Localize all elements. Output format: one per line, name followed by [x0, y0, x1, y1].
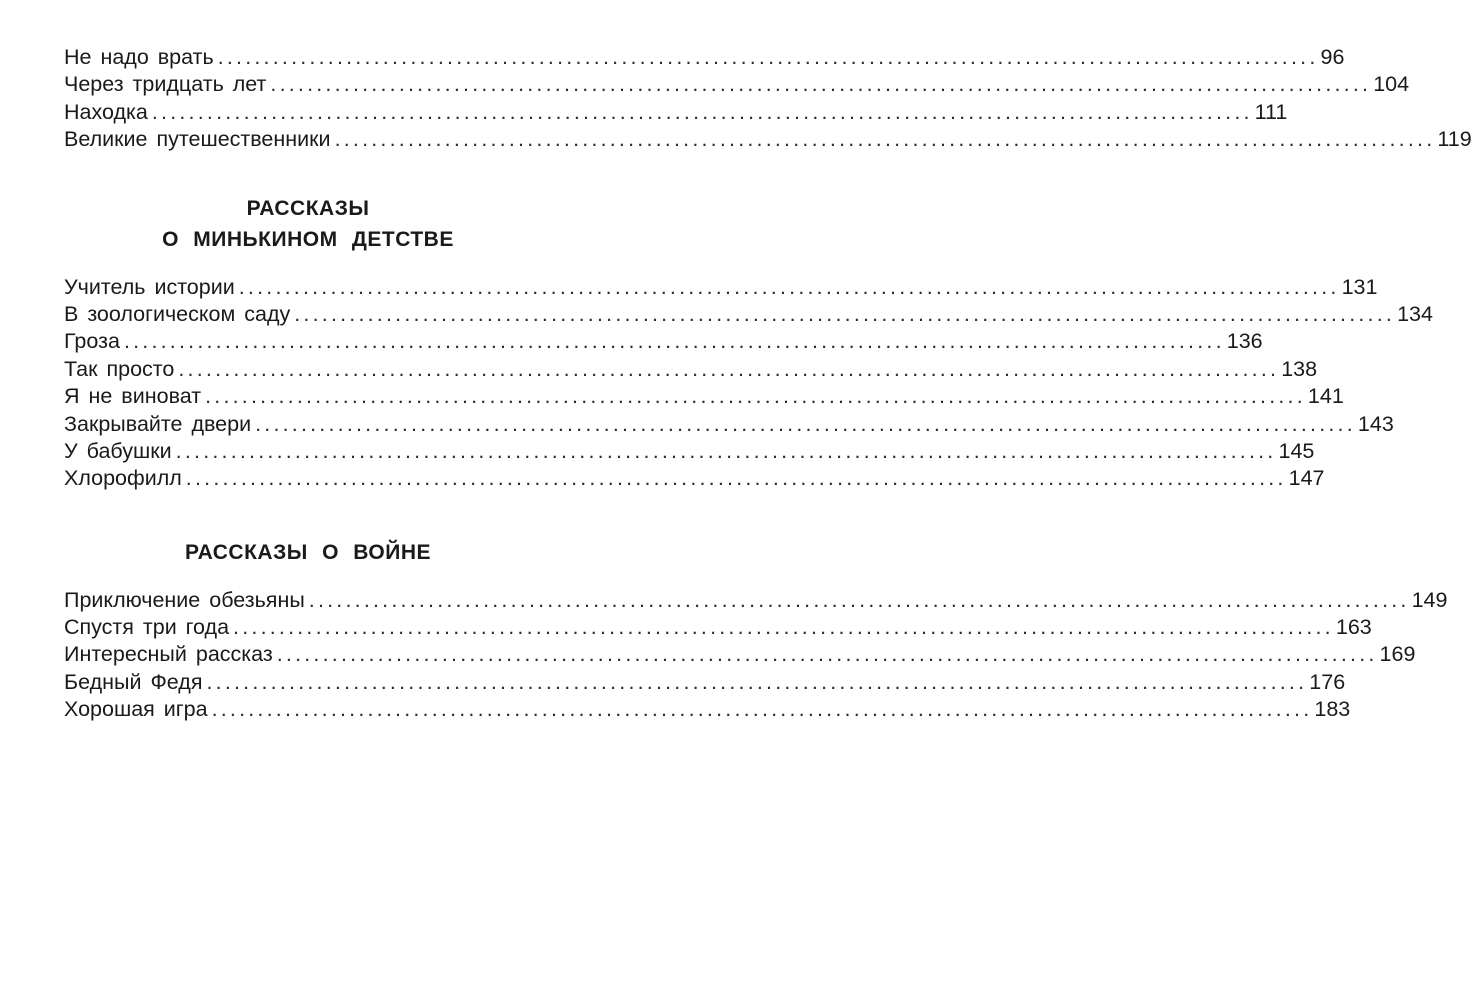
- toc-entry: [64, 669, 1346, 696]
- toc-dot-leader: ........................................................................................................................: [123, 329, 1225, 354]
- toc-intro-list: [64, 44, 1472, 154]
- toc-entry-page: 149: [1411, 587, 1448, 612]
- toc-dot-leader: ........................................................................................................................: [151, 99, 1253, 124]
- toc-entry-title: Великие путешественники: [64, 127, 331, 152]
- toc-entry-title: В зоологическом саду: [64, 301, 291, 326]
- toc-dot-leader: ........................................................................................................................: [205, 384, 1306, 409]
- toc-entry-title: Гроза: [64, 329, 120, 354]
- toc-entry-page: 143: [1357, 411, 1394, 436]
- toc-entry: [64, 328, 1263, 355]
- toc-entry-page: 145: [1278, 438, 1315, 463]
- toc-dot-leader: ........................................................................................................................: [206, 669, 1308, 694]
- toc-entry: [64, 274, 1378, 301]
- toc-entry: [64, 614, 1372, 641]
- toc-entry-title: Бедный Федя: [64, 669, 203, 694]
- toc-entry: [64, 465, 1325, 492]
- toc-dot-leader: ........................................................................................................................: [175, 438, 1277, 463]
- toc-section-list: [64, 274, 1433, 493]
- toc-entry: [64, 587, 1448, 614]
- toc-dot-leader: ........................................................................................................................: [276, 642, 1378, 667]
- toc-entry-page: 134: [1397, 301, 1433, 326]
- toc-dot-leader: ........................................................................................................................: [233, 615, 1334, 640]
- toc-entry-title: Я не виноват: [64, 384, 202, 409]
- toc-dot-leader: ........................................................................................................................: [255, 411, 1356, 436]
- toc-entry-page: 119: [1437, 127, 1472, 152]
- toc-entry: [64, 383, 1344, 410]
- toc-entry-page: 147: [1288, 466, 1325, 491]
- toc-entry-title: Через тридцать лет: [64, 72, 267, 97]
- toc-entry-page: 183: [1314, 697, 1351, 722]
- toc-section-list: [64, 587, 1448, 724]
- toc-entry-page: 176: [1309, 669, 1346, 694]
- toc-entry: [64, 99, 1288, 126]
- toc-entry: [64, 438, 1315, 465]
- toc-entry-page: 163: [1335, 615, 1372, 640]
- toc-entry: [64, 411, 1394, 438]
- toc-dot-leader: ........................................................................................................................: [294, 301, 1396, 326]
- toc-dot-leader: ........................................................................................................................: [270, 72, 1372, 97]
- toc-entry: [64, 356, 1318, 383]
- toc-entry-page: 111: [1254, 99, 1288, 124]
- section-heading-war-stories: [64, 537, 552, 568]
- toc-dot-leader: ........................................................................................................................: [185, 466, 1287, 491]
- section-heading-line: О МИНЬКИНОМ ДЕТСТВЕ: [162, 227, 454, 251]
- toc-entry-title: У бабушки: [64, 438, 172, 463]
- toc-entry-title: Так просто: [64, 356, 175, 381]
- section-heading-line: РАССКАЗЫ О ВОЙНЕ: [184, 540, 432, 564]
- toc-entry-title: Приключение обезьяны: [64, 587, 305, 612]
- toc-entry-title: Учитель истории: [64, 274, 235, 299]
- toc-entry-page: 131: [1341, 274, 1378, 299]
- toc-entry-title: Спустя три года: [64, 615, 230, 640]
- toc-entry-page: 138: [1281, 356, 1318, 381]
- toc-entry-title: Хлорофилл: [64, 466, 182, 491]
- toc-entry-title: Закрывайте двери: [64, 411, 252, 436]
- toc-entry-title: Интересный рассказ: [64, 642, 273, 667]
- toc-entry: [64, 301, 1433, 328]
- toc-entry-page: 141: [1307, 384, 1344, 409]
- toc-dot-leader: ........................................................................................................................: [308, 587, 1410, 612]
- toc-dot-leader: ........................................................................................................................: [334, 127, 1436, 152]
- toc-dot-leader: ........................................................................................................................: [217, 45, 1319, 69]
- toc-entry-page: 136: [1226, 329, 1263, 354]
- toc-entry: [64, 696, 1351, 723]
- section-heading-minka-childhood: [64, 193, 552, 255]
- toc-entry: [64, 126, 1472, 153]
- toc-entry-page: 96: [1320, 45, 1345, 69]
- toc-entry-title: Хорошая игра: [64, 697, 208, 722]
- toc-entry-page: 104: [1373, 72, 1410, 97]
- toc-dot-leader: ........................................................................................................................: [178, 356, 1280, 381]
- section-heading-line: РАССКАЗЫ: [246, 196, 370, 220]
- toc-dot-leader: ........................................................................................................................: [238, 274, 1340, 299]
- toc-entry-title: Находка: [64, 99, 148, 124]
- toc-entry: [64, 71, 1410, 98]
- toc-entry: [64, 44, 1345, 71]
- toc-entry-page: 169: [1379, 642, 1416, 667]
- table-of-contents: [64, 44, 1472, 724]
- toc-entry: [64, 641, 1416, 668]
- toc-entry-title: Не надо врать: [64, 45, 214, 69]
- toc-dot-leader: ........................................................................................................................: [211, 697, 1313, 722]
